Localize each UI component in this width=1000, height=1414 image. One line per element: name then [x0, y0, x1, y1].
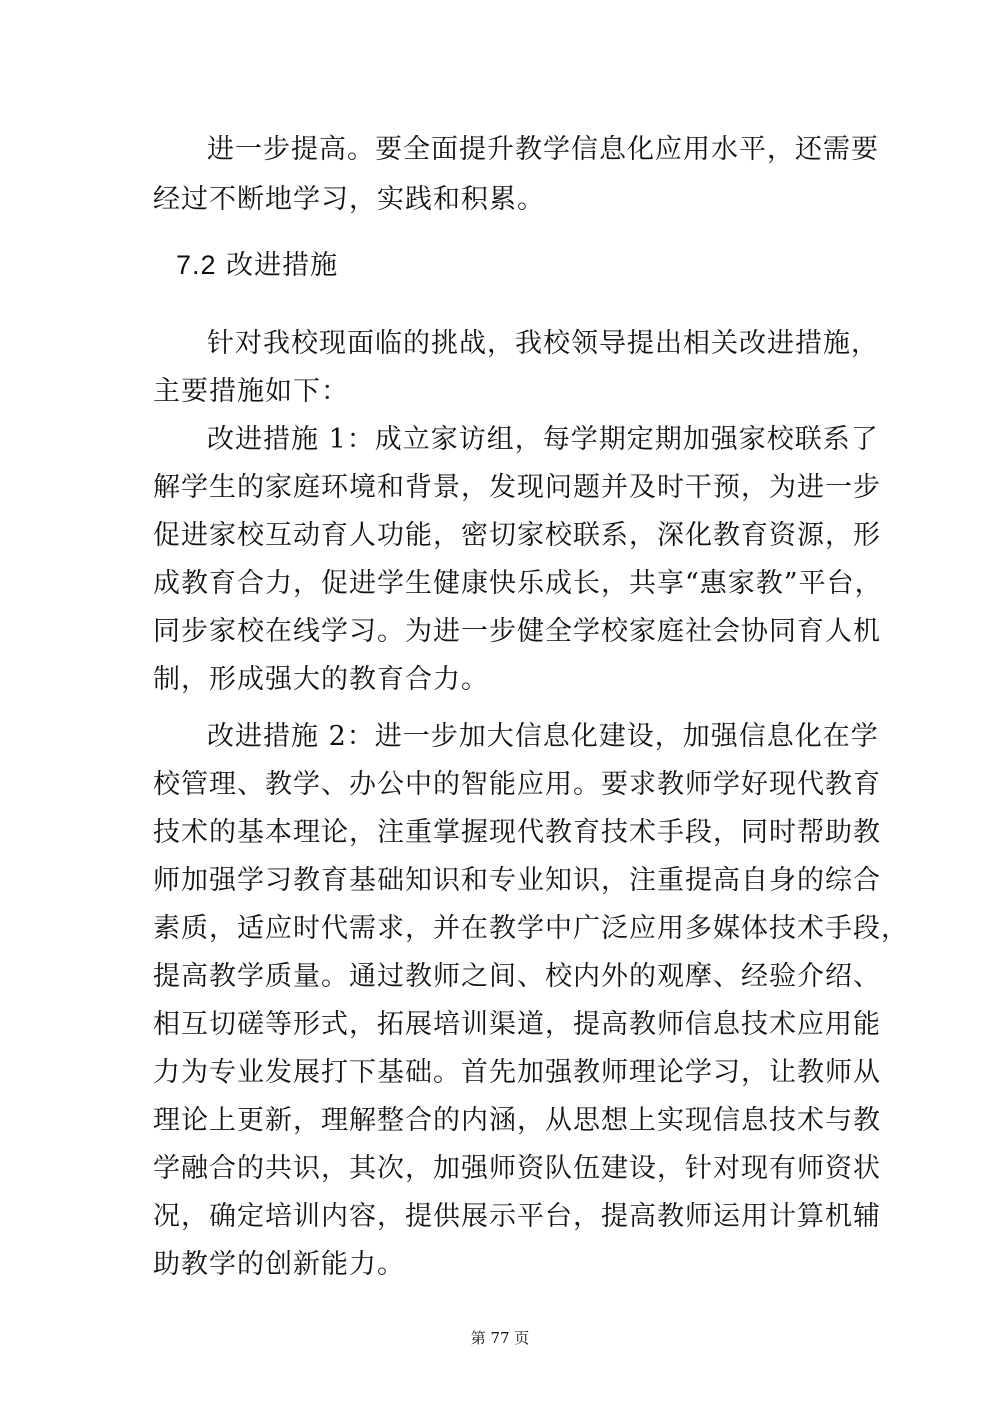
paragraph-line: 进一步提高。要全面提升教学信息化应用水平，还需要 — [207, 134, 879, 165]
paragraph-line: 改进措施 2：进一步加大信息化建设，加强信息化在学 — [207, 721, 879, 752]
section-number: 7.2 — [176, 250, 217, 280]
paragraph-line: 主要措施如下： — [153, 376, 349, 407]
section-title: 改进措施 — [226, 250, 339, 281]
paragraph-line: 成教育合力，促进学生健康快乐成长，共享“惠家教”平台， — [153, 568, 883, 599]
paragraph-line: 学融合的共识，其次，加强师资队伍建设，针对现有师资状 — [153, 1153, 881, 1184]
paragraph-line: 素质，适应时代需求，并在教学中广泛应用多媒体技术手段， — [153, 913, 909, 944]
paragraph-line: 助教学的创新能力。 — [153, 1249, 405, 1280]
paragraph-line: 解学生的家庭环境和背景，发现问题并及时干预，为进一步 — [153, 472, 881, 503]
paragraph-line: 相互切磋等形式，拓展培训渠道，提高教师信息技术应用能 — [153, 1009, 881, 1040]
paragraph-line: 制，形成强大的教育合力。 — [153, 664, 489, 695]
paragraph-line: 针对我校现面临的挑战，我校领导提出相关改进措施， — [207, 328, 879, 359]
paragraph-line: 促进家校互动育人功能，密切家校联系，深化教育资源，形 — [153, 520, 881, 551]
paragraph-line: 改进措施 1：成立家访组，每学期定期加强家校联系了 — [207, 424, 879, 455]
section-heading — [176, 245, 338, 286]
paragraph-line: 同步家校在线学习。为进一步健全学校家庭社会协同育人机 — [153, 616, 881, 647]
paragraph-line: 力为专业发展打下基础。首先加强教师理论学习，让教师从 — [153, 1057, 881, 1088]
paragraph-line: 提高教学质量。通过教师之间、校内外的观摩、经验介绍、 — [153, 961, 881, 992]
paragraph-line: 况，确定培训内容，提供展示平台，提高教师运用计算机辅 — [153, 1201, 881, 1232]
page-number: 第 77 页 — [470, 1329, 530, 1347]
paragraph-line: 经过不断地学习，实践和积累。 — [153, 184, 545, 215]
paragraph-line: 师加强学习教育基础知识和专业知识，注重提高自身的综合 — [153, 865, 881, 896]
paragraph-line: 技术的基本理论，注重掌握现代教育技术手段，同时帮助教 — [153, 817, 881, 848]
paragraph-line: 校管理、教学、办公中的智能应用。要求教师学好现代教育 — [153, 769, 881, 800]
paragraph-line: 理论上更新，理解整合的内涵，从思想上实现信息技术与教 — [153, 1105, 881, 1136]
